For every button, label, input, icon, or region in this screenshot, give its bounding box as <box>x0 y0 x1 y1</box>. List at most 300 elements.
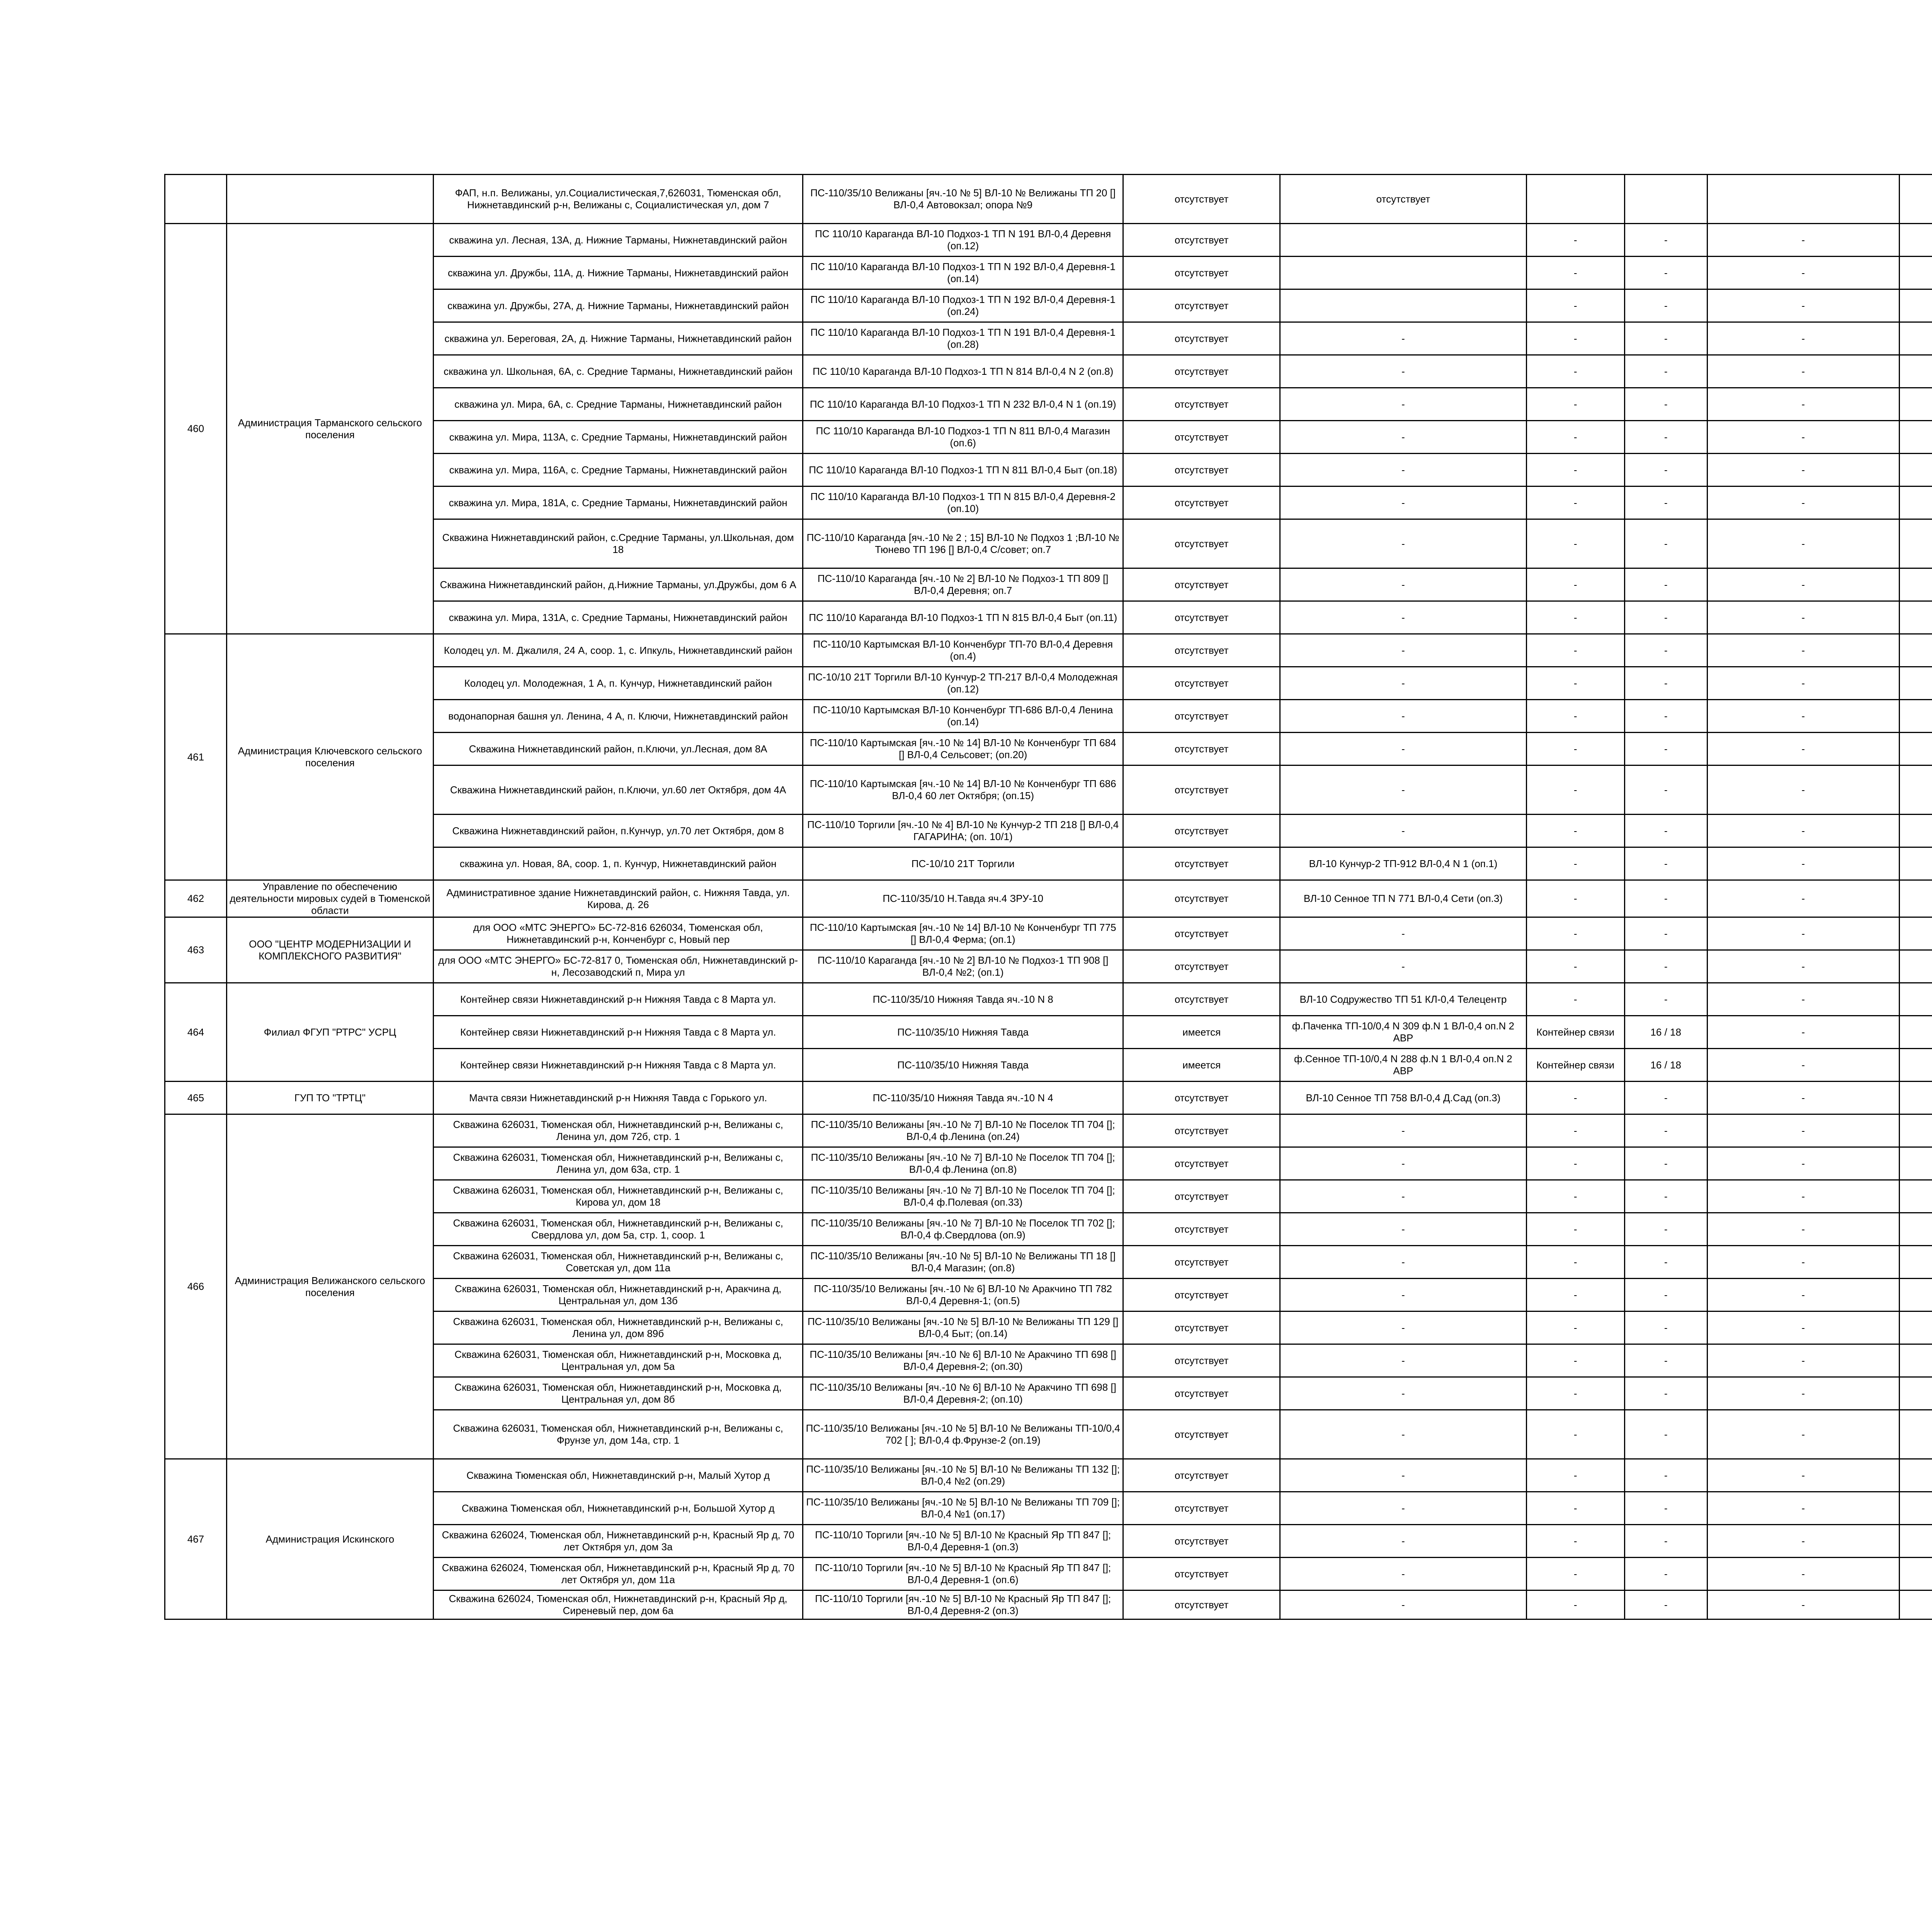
value-cell-1: - <box>1526 1410 1624 1459</box>
reserve-source-cell: - <box>1280 1344 1526 1377</box>
value-cell-1: - <box>1526 667 1624 700</box>
value-cell-1: - <box>1526 1459 1624 1492</box>
power-source-cell: ПС-110/10 Караганда [яч.-10 № 2] ВЛ-10 № Подхоз-1 ТП 809 [] ВЛ-0,4 Деревня; оп.7 <box>803 568 1123 601</box>
object-address-cell: Колодец ул. М. Джалиля, 24 А, соор. 1, с. Ипкуль, Нижнетавдинский район <box>433 634 803 667</box>
value-cell-3: - <box>1707 1049 1899 1082</box>
value-cell-1: - <box>1526 1525 1624 1558</box>
value-cell-3: - <box>1707 700 1899 733</box>
value-cell-2: - <box>1624 1377 1707 1410</box>
value-cell-2: - <box>1624 486 1707 519</box>
reserve-source-cell: - <box>1280 568 1526 601</box>
reserve-status-cell: отсутствует <box>1123 388 1280 421</box>
value-cell-4 <box>1899 765 1932 815</box>
row-number-cell: 467 <box>165 1459 227 1619</box>
object-address-cell: Скважина Нижнетавдинский район, п.Ключи, ул.60 лет Октября, дом 4А <box>433 765 803 815</box>
reserve-source-cell: - <box>1280 1246 1526 1279</box>
power-source-cell: ПС-110/35/10 Велижаны [яч.-10 № 7] ВЛ-10 № Поселок ТП 704 []; ВЛ-0,4 ф.Ленина (оп.24) <box>803 1114 1123 1147</box>
object-address-cell: для ООО «МТС ЭНЕРГО» БС-72-816 626034, Тюменская обл, Нижнетавдинский р-н, Конченбург с, Новый пер <box>433 917 803 950</box>
value-cell-4 <box>1899 1049 1932 1082</box>
value-cell-2: - <box>1624 1311 1707 1344</box>
object-address-cell: Мачта связи Нижнетавдинский р-н Нижняя Тавда с Горького ул. <box>433 1082 803 1114</box>
value-cell-3: - <box>1707 322 1899 355</box>
value-cell-4 <box>1899 355 1932 388</box>
table-row <box>165 880 1932 917</box>
value-cell-4 <box>1899 1246 1932 1279</box>
object-address-cell: Скважина Тюменская обл, Нижнетавдинский р-н, Малый Хутор д <box>433 1459 803 1492</box>
reserve-source-cell: - <box>1280 1558 1526 1590</box>
reserve-status-cell: отсутствует <box>1123 1246 1280 1279</box>
value-cell-4 <box>1899 667 1932 700</box>
reserve-source-cell: - <box>1280 601 1526 634</box>
value-cell-4 <box>1899 1344 1932 1377</box>
power-source-cell: ПС-110/10 Торгили [яч.-10 № 5] ВЛ-10 № Красный Яр ТП 847 []; ВЛ-0,4 Деревня-2 (оп.3) <box>803 1590 1123 1619</box>
object-address-cell: скважина ул. Новая, 8А, соор. 1, п. Кунчур, Нижнетавдинский район <box>433 847 803 880</box>
value-cell-2: - <box>1624 950 1707 983</box>
value-cell-1: - <box>1526 601 1624 634</box>
organization-cell: Управление по обеспечению деятельности мировых судей в Тюменской области <box>227 880 434 917</box>
reserve-source-cell: - <box>1280 815 1526 847</box>
reserve-source-cell: - <box>1280 1311 1526 1344</box>
value-cell-3: - <box>1707 224 1899 257</box>
object-address-cell: Скважина 626031, Тюменская обл, Нижнетавдинский р-н, Велижаны с, Ленина ул, дом 89б <box>433 1311 803 1344</box>
value-cell-2: - <box>1624 1344 1707 1377</box>
object-address-cell: Административное здание Нижнетавдинский район, с. Нижняя Тавда, ул. Кирова, д. 26 <box>433 880 803 917</box>
power-source-cell: ПС 110/10 Караганда ВЛ-10 Подхоз-1 ТП N 815 ВЛ-0,4 Деревня-2 (оп.10) <box>803 486 1123 519</box>
value-cell-3: - <box>1707 1279 1899 1311</box>
value-cell-4 <box>1899 733 1932 765</box>
reserve-source-cell: - <box>1280 700 1526 733</box>
reserve-source-cell: - <box>1280 733 1526 765</box>
value-cell-1: - <box>1526 322 1624 355</box>
power-source-cell: ПС-110/10 Картымская ВЛ-10 Конченбург ТП-686 ВЛ-0,4 Ленина (оп.14) <box>803 700 1123 733</box>
power-source-cell: ПС-110/10 Картымская [яч.-10 № 14] ВЛ-10 № Конченбург ТП 686 ВЛ-0,4 60 лет Октября; (оп.15) <box>803 765 1123 815</box>
reserve-source-cell: - <box>1280 1114 1526 1147</box>
value-cell-2: - <box>1624 667 1707 700</box>
reserve-status-cell: отсутствует <box>1123 289 1280 322</box>
value-cell-1: - <box>1526 1311 1624 1344</box>
reserve-status-cell: отсутствует <box>1123 454 1280 486</box>
reserve-status-cell: отсутствует <box>1123 1410 1280 1459</box>
row-number-cell: 463 <box>165 917 227 983</box>
value-cell-1: - <box>1526 224 1624 257</box>
reserve-source-cell: - <box>1280 1213 1526 1246</box>
power-source-cell: ПС-110/10 Картымская ВЛ-10 Конченбург ТП-70 ВЛ-0,4 Деревня (оп.4) <box>803 634 1123 667</box>
reserve-status-cell: имеется <box>1123 1049 1280 1082</box>
value-cell-3: - <box>1707 1558 1899 1590</box>
value-cell-1: Контейнер связи <box>1526 1049 1624 1082</box>
object-address-cell: Скважина 626031, Тюменская обл, Нижнетавдинский р-н, Велижаны с, Свердлова ул, дом 5а, стр. 1, соор. 1 <box>433 1213 803 1246</box>
object-address-cell: Скважина 626024, Тюменская обл, Нижнетавдинский р-н, Красный Яр д, 70 лет Октября ул, дом 3а <box>433 1525 803 1558</box>
organization-cell: Администрация Искинского <box>227 1459 434 1619</box>
value-cell-1: - <box>1526 1558 1624 1590</box>
object-address-cell: для ООО «МТС ЭНЕРГО» БС-72-817 0, Тюменская обл, Нижнетавдинский р-н, Лесозаводский п, Мира ул <box>433 950 803 983</box>
value-cell-1: - <box>1526 765 1624 815</box>
value-cell-3: - <box>1707 454 1899 486</box>
object-address-cell: скважина ул. Дружбы, 11А, д. Нижние Тарманы, Нижнетавдинский район <box>433 257 803 289</box>
reserve-source-cell: - <box>1280 950 1526 983</box>
value-cell-2: - <box>1624 765 1707 815</box>
value-cell-1: - <box>1526 388 1624 421</box>
reserve-status-cell: отсутствует <box>1123 1213 1280 1246</box>
object-address-cell: скважина ул. Мира, 131А, с. Средние Тарманы, Нижнетавдинский район <box>433 601 803 634</box>
value-cell-4 <box>1899 1590 1932 1619</box>
value-cell-4 <box>1899 1377 1932 1410</box>
reserve-source-cell: ВЛ-10 Сенное ТП 758 ВЛ-0,4 Д.Сад (оп.3) <box>1280 1082 1526 1114</box>
value-cell-3: - <box>1707 1410 1899 1459</box>
object-address-cell: Скважина Нижнетавдинский район, п.Ключи, ул.Лесная, дом 8А <box>433 733 803 765</box>
reserve-status-cell: отсутствует <box>1123 601 1280 634</box>
value-cell-3: - <box>1707 1180 1899 1213</box>
value-cell-3: - <box>1707 983 1899 1016</box>
value-cell-3: - <box>1707 1016 1899 1049</box>
organization-cell: Администрация Велижанского сельского поселения <box>227 1114 434 1459</box>
value-cell-4 <box>1899 880 1932 917</box>
power-source-cell: ПС-110/10 Картымская [яч.-10 № 14] ВЛ-10 № Конченбург ТП 775 [] ВЛ-0,4 Ферма; (оп.1) <box>803 917 1123 950</box>
organization-cell: Администрация Тарманского сельского поселения <box>227 224 434 634</box>
value-cell-4 <box>1899 917 1932 950</box>
value-cell-3: - <box>1707 733 1899 765</box>
organization-cell: ГУП ТО "ТРТЦ" <box>227 1082 434 1114</box>
value-cell-3: - <box>1707 289 1899 322</box>
value-cell-4 <box>1899 1410 1932 1459</box>
power-source-cell: ПС 110/10 Караганда ВЛ-10 Подхоз-1 ТП N 191 ВЛ-0,4 Деревня-1 (оп.28) <box>803 322 1123 355</box>
value-cell-3: - <box>1707 880 1899 917</box>
value-cell-1: - <box>1526 355 1624 388</box>
power-source-cell: ПС-110/10 Торгили [яч.-10 № 4] ВЛ-10 № Кунчур-2 ТП 218 [] ВЛ-0,4 ГАГАРИНА; (оп. 10/1) <box>803 815 1123 847</box>
power-source-cell: ПС 110/10 Караганда ВЛ-10 Подхоз-1 ТП N 814 ВЛ-0,4 N 2 (оп.8) <box>803 355 1123 388</box>
reserve-source-cell: - <box>1280 1377 1526 1410</box>
power-source-cell: ПС-110/35/10 Велижаны [яч.-10 № 5] ВЛ-10 № Велижаны ТП 129 [] ВЛ-0,4 Быт; (оп.14) <box>803 1311 1123 1344</box>
value-cell-2: - <box>1624 519 1707 568</box>
reserve-status-cell: отсутствует <box>1123 1590 1280 1619</box>
value-cell-3: - <box>1707 1459 1899 1492</box>
reserve-source-cell: - <box>1280 421 1526 454</box>
reserve-source-cell: - <box>1280 634 1526 667</box>
power-source-cell: ПС-110/10 Торгили [яч.-10 № 5] ВЛ-10 № Красный Яр ТП 847 []; ВЛ-0,4 Деревня-1 (оп.6) <box>803 1558 1123 1590</box>
value-cell-4 <box>1899 1279 1932 1311</box>
value-cell-3: - <box>1707 388 1899 421</box>
value-cell-4 <box>1899 1558 1932 1590</box>
reserve-status-cell: отсутствует <box>1123 880 1280 917</box>
value-cell-2: - <box>1624 815 1707 847</box>
organization-cell: Администрация Ключевского сельского поселения <box>227 634 434 880</box>
reserve-source-cell <box>1280 289 1526 322</box>
value-cell-3: - <box>1707 1114 1899 1147</box>
power-source-cell: ПС-110/35/10 Нижняя Тавда <box>803 1016 1123 1049</box>
value-cell-4 <box>1899 847 1932 880</box>
value-cell-2: - <box>1624 1246 1707 1279</box>
value-cell-3: - <box>1707 355 1899 388</box>
power-source-cell: ПС-110/35/10 Велижаны [яч.-10 № 6] ВЛ-10 № Аракчино ТП 698 [] ВЛ-0,4 Деревня-2; (оп.10) <box>803 1377 1123 1410</box>
value-cell-1: - <box>1526 1377 1624 1410</box>
value-cell-4 <box>1899 519 1932 568</box>
power-source-cell: ПС-10/10 21Т Торгили <box>803 847 1123 880</box>
value-cell-2: - <box>1624 1525 1707 1558</box>
value-cell-3: - <box>1707 634 1899 667</box>
object-address-cell: Скважина 626031, Тюменская обл, Нижнетавдинский р-н, Велижаны с, Ленина ул, дом 72б, стр. 1 <box>433 1114 803 1147</box>
value-cell-1: - <box>1526 568 1624 601</box>
power-source-cell: ПС-110/35/10 Велижаны [яч.-10 № 7] ВЛ-10 № Поселок ТП 704 []; ВЛ-0,4 ф.Ленина (оп.8) <box>803 1147 1123 1180</box>
value-cell-4 <box>1899 950 1932 983</box>
power-source-cell: ПС-110/35/10 Велижаны [яч.-10 № 5] ВЛ-10 № Велижаны ТП-10/0,4 702 [ ]; ВЛ-0,4 ф.Фрунзе-2 (оп.19) <box>803 1410 1123 1459</box>
reserve-status-cell: отсутствует <box>1123 983 1280 1016</box>
reserve-status-cell: отсутствует <box>1123 257 1280 289</box>
power-source-cell: ПС-110/35/10 Велижаны [яч.-10 № 5] ВЛ-10 № Велижаны ТП 20 [] ВЛ-0,4 Автовокзал; опора №9 <box>803 175 1123 224</box>
organization-cell <box>227 175 434 224</box>
object-address-cell: скважина ул. Дружбы, 27А, д. Нижние Тарманы, Нижнетавдинский район <box>433 289 803 322</box>
value-cell-2: - <box>1624 1558 1707 1590</box>
value-cell-3: - <box>1707 519 1899 568</box>
value-cell-1: - <box>1526 1213 1624 1246</box>
value-cell-2: - <box>1624 355 1707 388</box>
value-cell-1: - <box>1526 421 1624 454</box>
value-cell-1: - <box>1526 1492 1624 1525</box>
value-cell-4 <box>1899 175 1932 224</box>
value-cell-3: - <box>1707 568 1899 601</box>
value-cell-1: - <box>1526 880 1624 917</box>
power-source-cell: ПС-110/35/10 Велижаны [яч.-10 № 5] ВЛ-10 № Велижаны ТП 132 []; ВЛ-0,4 №2 (оп.29) <box>803 1459 1123 1492</box>
power-source-cell: ПС 110/10 Караганда ВЛ-10 Подхоз-1 ТП N 192 ВЛ-0,4 Деревня-1 (оп.14) <box>803 257 1123 289</box>
table-row <box>165 1082 1932 1114</box>
value-cell-1: - <box>1526 983 1624 1016</box>
object-address-cell: Контейнер связи Нижнетавдинский р-н Нижняя Тавда с 8 Марта ул. <box>433 1049 803 1082</box>
reserve-status-cell: отсутствует <box>1123 519 1280 568</box>
table-row <box>165 917 1932 950</box>
object-address-cell: скважина ул. Мира, 116А, с. Средние Тарманы, Нижнетавдинский район <box>433 454 803 486</box>
value-cell-1: - <box>1526 1147 1624 1180</box>
value-cell-1: - <box>1526 454 1624 486</box>
table-row <box>165 175 1932 224</box>
value-cell-2: - <box>1624 1492 1707 1525</box>
value-cell-1: - <box>1526 1180 1624 1213</box>
row-number-cell: 460 <box>165 224 227 634</box>
reserve-status-cell: отсутствует <box>1123 355 1280 388</box>
reserve-status-cell: отсутствует <box>1123 1180 1280 1213</box>
value-cell-2: 16 / 18 <box>1624 1049 1707 1082</box>
power-source-cell: ПС 110/10 Караганда ВЛ-10 Подхоз-1 ТП N 192 ВЛ-0,4 Деревня-1 (оп.24) <box>803 289 1123 322</box>
reserve-status-cell: отсутствует <box>1123 765 1280 815</box>
value-cell-3: - <box>1707 1246 1899 1279</box>
power-source-cell: ПС-110/10 Караганда [яч.-10 № 2] ВЛ-10 № Подхоз-1 ТП 908 [] ВЛ-0,4 №2; (оп.1) <box>803 950 1123 983</box>
value-cell-2: - <box>1624 1213 1707 1246</box>
reserve-source-cell: - <box>1280 765 1526 815</box>
value-cell-2: - <box>1624 454 1707 486</box>
reserve-source-cell: ВЛ-10 Сенное ТП N 771 ВЛ-0,4 Сети (оп.3) <box>1280 880 1526 917</box>
reserve-status-cell: отсутствует <box>1123 667 1280 700</box>
object-address-cell: Скважина Нижнетавдинский район, д.Нижние Тарманы, ул.Дружбы, дом 6 А <box>433 568 803 601</box>
reserve-source-cell: - <box>1280 1180 1526 1213</box>
value-cell-3: - <box>1707 1377 1899 1410</box>
object-address-cell: Контейнер связи Нижнетавдинский р-н Нижняя Тавда с 8 Марта ул. <box>433 983 803 1016</box>
value-cell-2: - <box>1624 1082 1707 1114</box>
value-cell-4 <box>1899 1492 1932 1525</box>
reserve-status-cell: отсутствует <box>1123 1558 1280 1590</box>
reserve-status-cell: отсутствует <box>1123 1492 1280 1525</box>
value-cell-1: - <box>1526 700 1624 733</box>
reserve-status-cell: отсутствует <box>1123 1459 1280 1492</box>
value-cell-2: - <box>1624 880 1707 917</box>
value-cell-3: - <box>1707 847 1899 880</box>
reserve-status-cell: отсутствует <box>1123 1147 1280 1180</box>
value-cell-4 <box>1899 454 1932 486</box>
reserve-source-cell: - <box>1280 1525 1526 1558</box>
value-cell-2: - <box>1624 257 1707 289</box>
reserve-status-cell: отсутствует <box>1123 1279 1280 1311</box>
value-cell-2: - <box>1624 421 1707 454</box>
object-address-cell: Скважина Нижнетавдинский район, с.Средние Тарманы, ул.Школьная, дом 18 <box>433 519 803 568</box>
value-cell-3: - <box>1707 421 1899 454</box>
power-source-cell: ПС 110/10 Караганда ВЛ-10 Подхоз-1 ТП N 191 ВЛ-0,4 Деревня (оп.12) <box>803 224 1123 257</box>
object-address-cell: скважина ул. Мира, 6А, с. Средние Тарманы, Нижнетавдинский район <box>433 388 803 421</box>
value-cell-2: - <box>1624 1180 1707 1213</box>
reserve-source-cell: - <box>1280 519 1526 568</box>
object-address-cell: ФАП, н.п. Велижаны, ул.Социалистическая,7,626031, Тюменская обл, Нижнетавдинский р-н, Велижаны с, Социалистическая ул, дом 7 <box>433 175 803 224</box>
value-cell-1: - <box>1526 1590 1624 1619</box>
reserve-source-cell <box>1280 257 1526 289</box>
power-source-cell: ПС-110/35/10 Нижняя Тавда <box>803 1049 1123 1082</box>
value-cell-4 <box>1899 421 1932 454</box>
object-address-cell: скважина ул. Мира, 113А, с. Средние Тарманы, Нижнетавдинский район <box>433 421 803 454</box>
value-cell-4 <box>1899 1180 1932 1213</box>
value-cell-4 <box>1899 1016 1932 1049</box>
value-cell-3: - <box>1707 1344 1899 1377</box>
reserve-source-cell: - <box>1280 667 1526 700</box>
power-source-cell: ПС-110/35/10 Нижняя Тавда яч.-10 N 4 <box>803 1082 1123 1114</box>
value-cell-3: - <box>1707 667 1899 700</box>
reserve-source-cell: ВЛ-10 Содружество ТП 51 КЛ-0,4 Телецентр <box>1280 983 1526 1016</box>
power-source-cell: ПС-110/10 Караганда [яч.-10 № 2 ; 15] ВЛ-10 № Подхоз 1 ;ВЛ-10 № Тюнево ТП 196 [] ВЛ-0,4 С/совет; оп.7 <box>803 519 1123 568</box>
value-cell-3: - <box>1707 1492 1899 1525</box>
value-cell-3: - <box>1707 917 1899 950</box>
table-body <box>165 175 1932 1619</box>
value-cell-4 <box>1899 700 1932 733</box>
reserve-status-cell: отсутствует <box>1123 950 1280 983</box>
value-cell-3: - <box>1707 1525 1899 1558</box>
reserve-source-cell: - <box>1280 1410 1526 1459</box>
reserve-status-cell: отсутствует <box>1123 1082 1280 1114</box>
power-source-cell: ПС-110/35/10 Велижаны [яч.-10 № 7] ВЛ-10 № Поселок ТП 704 []; ВЛ-0,4 ф.Полевая (оп.33) <box>803 1180 1123 1213</box>
reserve-source-cell: отсутствует <box>1280 175 1526 224</box>
object-address-cell: водонапорная башня ул. Ленина, 4 А, п. Ключи, Нижнетавдинский район <box>433 700 803 733</box>
reserve-status-cell: отсутствует <box>1123 1525 1280 1558</box>
table-row <box>165 224 1932 257</box>
value-cell-3: - <box>1707 486 1899 519</box>
value-cell-1: - <box>1526 486 1624 519</box>
value-cell-2: - <box>1624 733 1707 765</box>
power-source-cell: ПС 110/10 Караганда ВЛ-10 Подхоз-1 ТП N 815 ВЛ-0,4 Быт (оп.11) <box>803 601 1123 634</box>
reserve-status-cell: отсутствует <box>1123 815 1280 847</box>
value-cell-2: - <box>1624 1114 1707 1147</box>
value-cell-4 <box>1899 1114 1932 1147</box>
value-cell-4 <box>1899 568 1932 601</box>
object-address-cell: скважина ул. Мира, 181А, с. Средние Тарманы, Нижнетавдинский район <box>433 486 803 519</box>
reserve-source-cell: - <box>1280 1459 1526 1492</box>
reserve-status-cell: отсутствует <box>1123 568 1280 601</box>
value-cell-1: - <box>1526 257 1624 289</box>
reserve-source-cell: - <box>1280 1279 1526 1311</box>
object-address-cell: Скважина 626031, Тюменская обл, Нижнетавдинский р-н, Велижаны с, Кирова ул, дом 18 <box>433 1180 803 1213</box>
object-address-cell: Скважина 626031, Тюменская обл, Нижнетавдинский р-н, Аракчина д, Центральная ул, дом 13б <box>433 1279 803 1311</box>
row-number-cell: 465 <box>165 1082 227 1114</box>
value-cell-4 <box>1899 289 1932 322</box>
value-cell-3: - <box>1707 1147 1899 1180</box>
value-cell-1: - <box>1526 917 1624 950</box>
value-cell-2: - <box>1624 917 1707 950</box>
value-cell-3: - <box>1707 1082 1899 1114</box>
power-source-cell: ПС-10/10 21Т Торгили ВЛ-10 Кунчур-2 ТП-217 ВЛ-0,4 Молодежная (оп.12) <box>803 667 1123 700</box>
value-cell-4 <box>1899 1213 1932 1246</box>
value-cell-1: - <box>1526 1344 1624 1377</box>
reserve-status-cell: отсутствует <box>1123 733 1280 765</box>
reserve-source-cell: - <box>1280 1147 1526 1180</box>
reserve-source-cell: ф.Сенное ТП-10/0,4 N 288 ф.N 1 ВЛ-0,4 оп.N 2 АВР <box>1280 1049 1526 1082</box>
value-cell-4 <box>1899 601 1932 634</box>
reserve-source-cell: - <box>1280 454 1526 486</box>
value-cell-3: - <box>1707 1213 1899 1246</box>
object-address-cell: Скважина 626031, Тюменская обл, Нижнетавдинский р-н, Велижаны с, Советская ул, дом 11а <box>433 1246 803 1279</box>
value-cell-2: - <box>1624 1147 1707 1180</box>
object-address-cell: Скважина 626024, Тюменская обл, Нижнетавдинский р-н, Красный Яр д, Сиреневый пер, дом 6а <box>433 1590 803 1619</box>
value-cell-1: - <box>1526 519 1624 568</box>
value-cell-1: - <box>1526 634 1624 667</box>
table-row <box>165 1459 1932 1492</box>
value-cell-3: - <box>1707 765 1899 815</box>
power-source-cell: ПС-110/10 Картымская [яч.-10 № 14] ВЛ-10 № Конченбург ТП 684 [] ВЛ-0,4 Сельсовет; (оп.20) <box>803 733 1123 765</box>
power-source-cell: ПС-110/35/10 Велижаны [яч.-10 № 6] ВЛ-10 № Аракчино ТП 698 [] ВЛ-0,4 Деревня-2; (оп.30) <box>803 1344 1123 1377</box>
organization-cell: Филиал ФГУП "РТРС" УСРЦ <box>227 983 434 1082</box>
reserve-status-cell: отсутствует <box>1123 917 1280 950</box>
power-source-cell: ПС-110/35/10 Велижаны [яч.-10 № 7] ВЛ-10 № Поселок ТП 702 []; ВЛ-0,4 ф.Свердлова (оп.9) <box>803 1213 1123 1246</box>
reserve-source-cell: ВЛ-10 Кунчур-2 ТП-912 ВЛ-0,4 N 1 (оп.1) <box>1280 847 1526 880</box>
row-number-cell: 461 <box>165 634 227 880</box>
table-row <box>165 1114 1932 1147</box>
value-cell-2: - <box>1624 847 1707 880</box>
reserve-source-cell: - <box>1280 355 1526 388</box>
value-cell-3: - <box>1707 1590 1899 1619</box>
reserve-status-cell: имеется <box>1123 1016 1280 1049</box>
row-number-cell <box>165 175 227 224</box>
value-cell-4 <box>1899 1311 1932 1344</box>
value-cell-1: - <box>1526 847 1624 880</box>
value-cell-2: - <box>1624 983 1707 1016</box>
value-cell-2: - <box>1624 224 1707 257</box>
object-address-cell: Скважина 626031, Тюменская обл, Нижнетавдинский р-н, Велижаны с, Фрунзе ул, дом 14а, стр. 1 <box>433 1410 803 1459</box>
reserve-status-cell: отсутствует <box>1123 224 1280 257</box>
value-cell-3: - <box>1707 950 1899 983</box>
value-cell-3: - <box>1707 1311 1899 1344</box>
value-cell-2: - <box>1624 634 1707 667</box>
reserve-source-cell: - <box>1280 917 1526 950</box>
value-cell-4 <box>1899 815 1932 847</box>
value-cell-2 <box>1624 175 1707 224</box>
power-source-cell: ПС-110/35/10 Нижняя Тавда яч.-10 N 8 <box>803 983 1123 1016</box>
object-address-cell: Скважина Тюменская обл, Нижнетавдинский р-н, Большой Хутор д <box>433 1492 803 1525</box>
reserve-status-cell: отсутствует <box>1123 634 1280 667</box>
power-source-cell: ПС-110/10 Торгили [яч.-10 № 5] ВЛ-10 № Красный Яр ТП 847 []; ВЛ-0,4 Деревня-1 (оп.3) <box>803 1525 1123 1558</box>
object-address-cell: скважина ул. Лесная, 13А, д. Нижние Тарманы, Нижнетавдинский район <box>433 224 803 257</box>
power-source-cell: ПС 110/10 Караганда ВЛ-10 Подхоз-1 ТП N 232 ВЛ-0,4 N 1 (оп.19) <box>803 388 1123 421</box>
object-address-cell: Скважина 626031, Тюменская обл, Нижнетавдинский р-н, Московка д, Центральная ул, дом 5а <box>433 1344 803 1377</box>
power-source-cell: ПС-110/35/10 Велижаны [яч.-10 № 5] ВЛ-10 № Велижаны ТП 709 []; ВЛ-0,4 №1 (оп.17) <box>803 1492 1123 1525</box>
value-cell-2: - <box>1624 568 1707 601</box>
value-cell-4 <box>1899 322 1932 355</box>
reserve-source-cell: - <box>1280 1492 1526 1525</box>
value-cell-4 <box>1899 1147 1932 1180</box>
value-cell-2: - <box>1624 322 1707 355</box>
value-cell-4 <box>1899 257 1932 289</box>
value-cell-1: - <box>1526 950 1624 983</box>
value-cell-1: - <box>1526 1279 1624 1311</box>
